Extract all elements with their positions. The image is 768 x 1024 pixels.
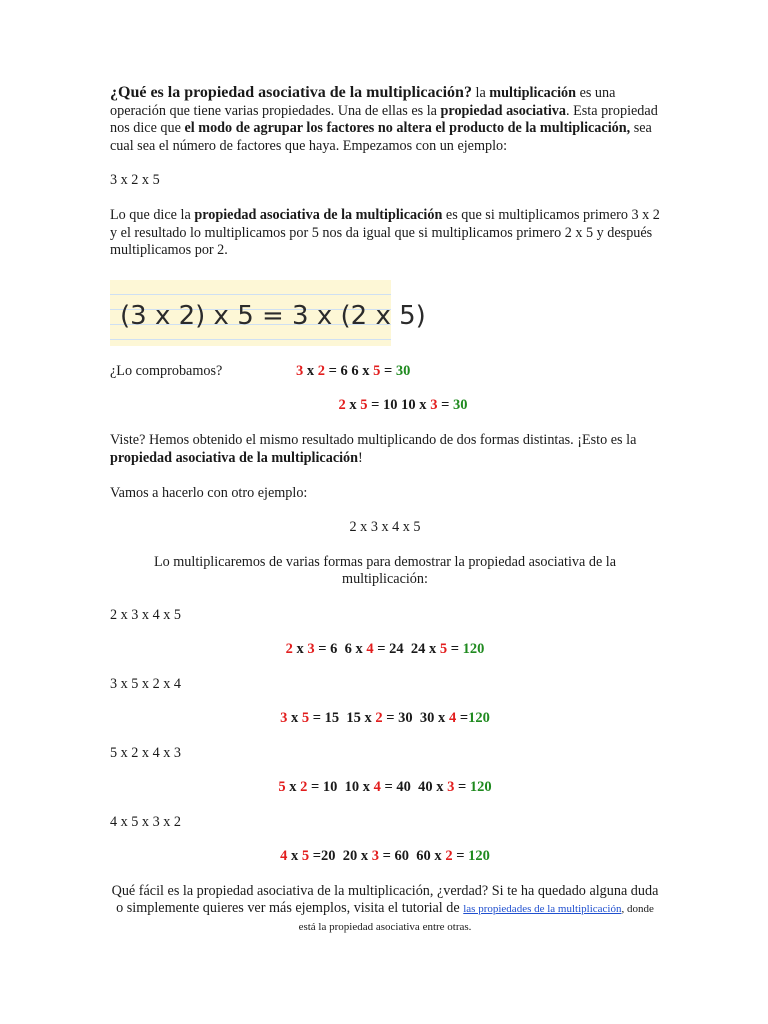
equation-text: x (287, 848, 302, 865)
result-value: 120 (468, 848, 490, 865)
factor-value: 5 (373, 362, 381, 379)
explanation-paragraph: Lo que dice la propiedad asociativa de la multiplicación es que si multiplicamos primero 3 x 2 y el resultado lo multiplicamos por 5 nos da igual que si multiplicamos primero 2 x 5 y después multiplicamos por 2. (110, 206, 660, 259)
case-result (110, 641, 660, 659)
check-line-1 (296, 363, 410, 380)
result-value: 120 (462, 640, 485, 657)
factor-value: 3 (280, 709, 288, 726)
intro-paragraph: ¿Qué es la propiedad asociativa de la multiplicación? la multiplicación es una operación que tiene varias propiedades. Una de ellas es la propiedad asociativa. Esta propiedad nos dice que el modo de agrupar los factores no altera el producto de la multiplicación, sea cual sea el número de factores que haya. Empezamos con un ejemplo: (110, 84, 658, 154)
equation-text: x (303, 362, 318, 379)
factor-value: 2 (445, 848, 453, 865)
factor-value: 4 (373, 778, 381, 795)
factor-value: 2 (338, 396, 346, 413)
equation-text: = 10 10 x (367, 396, 431, 413)
handwritten-equation-image (110, 280, 426, 346)
factor-value: 5 (301, 709, 310, 726)
factor-value: 3 (371, 848, 380, 865)
example-expression: 3 x 2 x 5 (110, 172, 160, 189)
factor-value: 3 (430, 396, 438, 413)
factor-value: 3 (296, 362, 304, 379)
second-example-expression: 2 x 3 x 4 x 5 (349, 519, 421, 536)
equation-text: x (292, 640, 308, 657)
factor-value: 4 (280, 848, 288, 865)
handwritten-equation-drawing (110, 280, 426, 346)
factor-value: 3 (447, 778, 455, 795)
factor-value: 2 (375, 709, 383, 726)
equation-text: = (437, 396, 453, 413)
check-line-2 (110, 397, 660, 415)
case-expression: 5 x 2 x 4 x 3 (110, 745, 181, 762)
equation-text: = (452, 848, 469, 865)
equation-text: x (285, 778, 301, 795)
factor-value: 5 (278, 778, 286, 795)
result-value: 120 (468, 709, 490, 726)
case-result (110, 710, 660, 728)
case-result (110, 779, 660, 797)
case-result (110, 848, 660, 866)
equation-text: = (456, 709, 469, 726)
factor-value: 3 (307, 640, 315, 657)
factor-value: 4 (448, 709, 457, 726)
intro-question: ¿Qué es la propiedad asociativa de la multiplicación? (110, 84, 472, 101)
another-example-intro: Vamos a hacerlo con otro ejemplo: (110, 484, 308, 501)
factor-value: 5 (360, 396, 368, 413)
check-row (110, 363, 660, 381)
equation-text: = 6 6 x (325, 362, 374, 379)
result-value: 30 (395, 362, 411, 379)
factor-value: 5 (439, 640, 448, 657)
equation-text: = 60 60 x (379, 848, 446, 865)
case-expression: 2 x 3 x 4 x 5 (110, 606, 181, 623)
result-value: 30 (452, 396, 468, 413)
equation-text: = 24 24 x (373, 640, 440, 657)
equation-text: = 15 15 x (309, 709, 376, 726)
equation-text: = 30 30 x (382, 709, 449, 726)
factor-value: 2 (285, 640, 293, 657)
equation-text: = (380, 362, 396, 379)
equation-text: = (454, 778, 470, 795)
equation-text: =20 20 x (309, 848, 372, 865)
handwritten-equation-text: (3 x 2) x 5 = 3 x (2 x 5) (120, 300, 426, 331)
closing-paragraph: Qué fácil es la propiedad asociativa de la multiplicación, ¿verdad? Si te ha quedado alguna duda o simplemente quieres ver más ejemplos, visita el tutorial de las propiedades de la multiplicación, donde está la propiedad asociativa entre otras. (111, 882, 659, 933)
equation-text: = 6 6 x (314, 640, 367, 657)
equation-text: x (287, 709, 302, 726)
check-label: ¿Lo comprobamos? (110, 362, 223, 379)
factor-value: 4 (366, 640, 374, 657)
factor-value: 2 (300, 778, 308, 795)
factor-value: 2 (317, 362, 325, 379)
properties-tutorial-link[interactable]: las propiedades de la multiplicación (463, 903, 622, 916)
document-body (110, 84, 660, 935)
cases-list (110, 589, 660, 866)
various-forms-paragraph: Lo multiplicaremos de varias formas para demostrar la propiedad asociativa de la multiplicación: (153, 553, 617, 588)
case-expression: 3 x 5 x 2 x 4 (110, 676, 181, 693)
case-expression: 4 x 5 x 3 x 2 (110, 814, 181, 831)
equation-text: = 10 10 x (307, 778, 374, 795)
factor-value: 5 (301, 848, 310, 865)
equation-text: = (447, 640, 463, 657)
equation-text: = 40 40 x (380, 778, 448, 795)
equation-text: x (345, 396, 361, 413)
result-value: 120 (469, 778, 492, 795)
conclusion-paragraph: Viste? Hemos obtenido el mismo resultado multiplicando de dos formas distintas. ¡Esto es la propiedad asociativa de la multiplicación! (110, 432, 637, 466)
